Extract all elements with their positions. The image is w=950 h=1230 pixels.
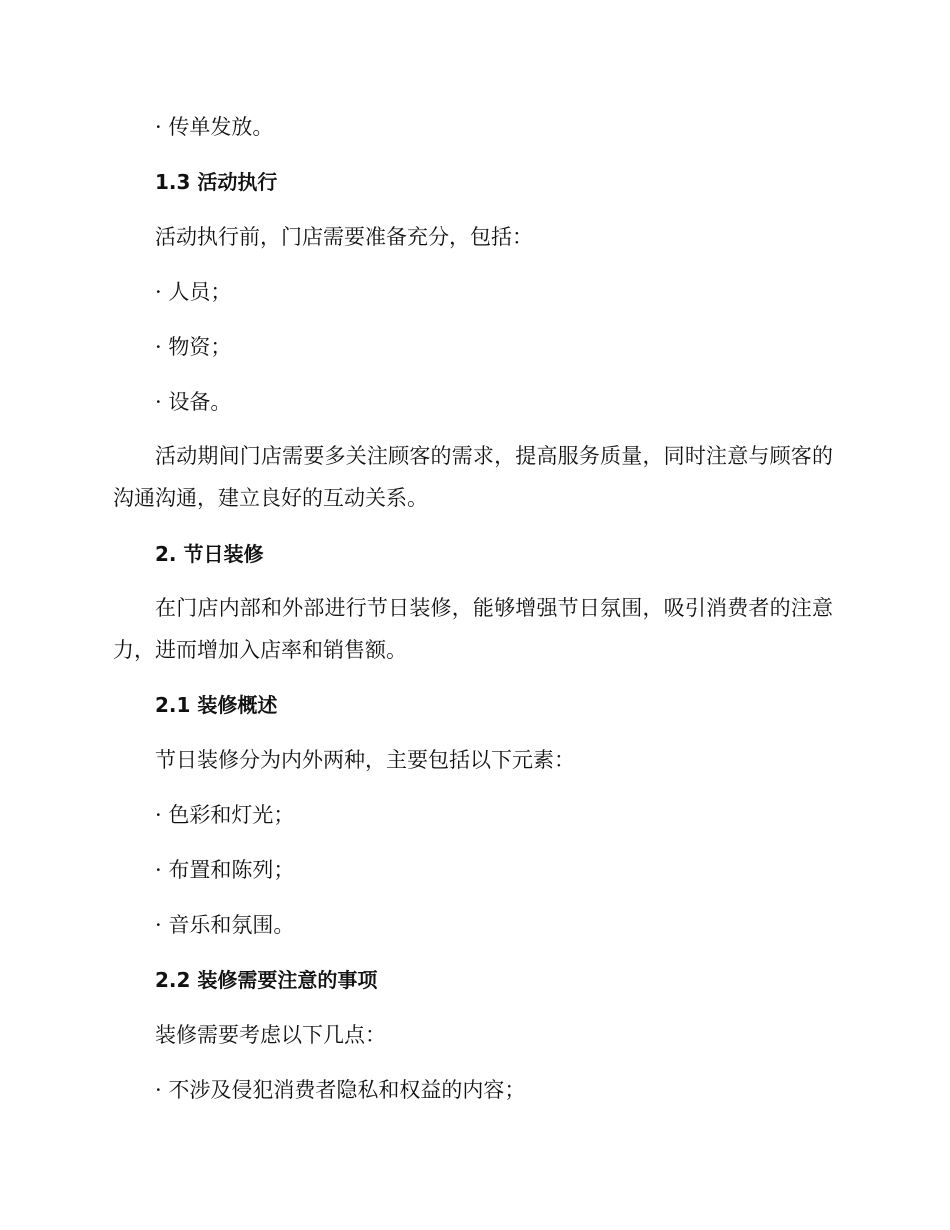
bullet-color-lighting: · 色彩和灯光； (155, 803, 295, 827)
decoration-purpose-paragraph: 在门店内部和外部进行节日装修，能够增强节日氛围，吸引消费者的注意力，进而增加入店率和销售额。 (113, 596, 833, 662)
heading-1-3-activity-execution: 1.3 活动执行 (155, 170, 278, 194)
activity-preparation-intro: 活动执行前，门店需要准备充分，包括： (155, 225, 533, 249)
heading-2-2-decoration-notes: 2.2 装修需要注意的事项 (155, 968, 378, 992)
heading-2-1-decoration-overview: 2.1 装修概述 (155, 693, 278, 717)
bullet-staff: · 人员； (155, 280, 232, 304)
decoration-considerations-intro: 装修需要考虑以下几点： (155, 1023, 386, 1047)
bullet-layout-display: · 布置和陈列； (155, 858, 295, 882)
heading-2-holiday-decoration: 2. 节日装修 (155, 542, 264, 566)
bullet-privacy-rights: · 不涉及侵犯消费者隐私和权益的内容； (155, 1078, 526, 1102)
activity-period-paragraph: 活动期间门店需要多关注顾客的需求，提高服务质量，同时注意与顾客的沟通沟通，建立良好的互动关系。 (113, 444, 833, 510)
bullet-music-atmosphere: · 音乐和氛围。 (155, 913, 295, 937)
bullet-equipment: · 设备。 (155, 390, 232, 414)
bullet-materials: · 物资； (155, 335, 232, 359)
decoration-elements-intro: 节日装修分为内外两种，主要包括以下元素： (155, 748, 575, 772)
bullet-flyer-distribution: · 传单发放。 (155, 115, 274, 139)
